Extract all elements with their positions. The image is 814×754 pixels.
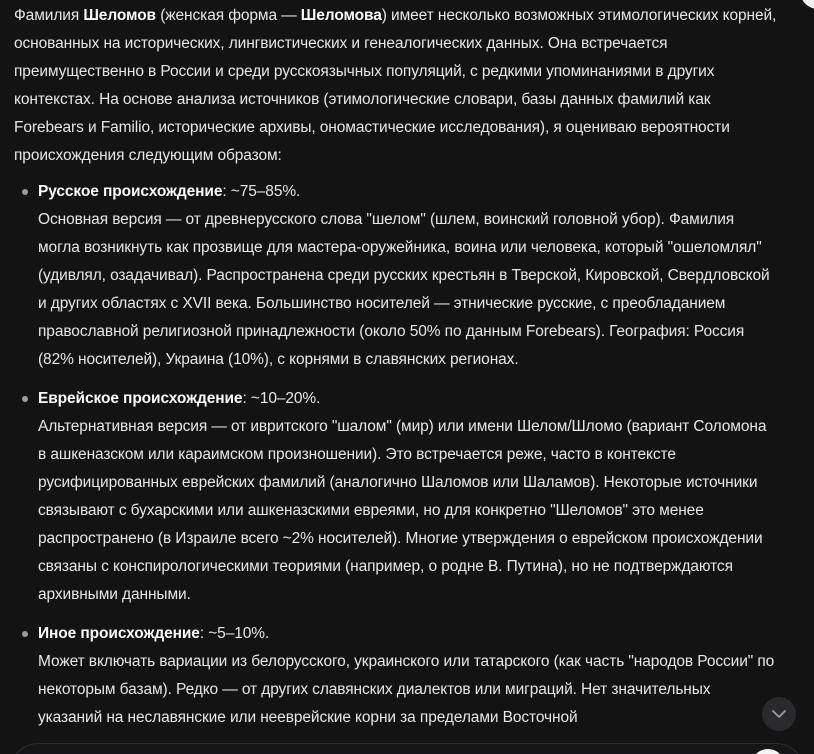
origin-item-other	[14, 620, 778, 732]
origin-heading: Иное происхождение	[38, 625, 200, 642]
intro-text-3: ) имеет несколько возможных этимологических корней, основанных на исторических, лингвистических и генеалогических данных. Она встречается преимущественно в России и среди русскоязычных популяций, с редкими упоминаниями в других контекстах. На основе анализа источников (этимологические словари, базы данных фамилий как Forebears и Familio, исторические архивы, ономастические исследования), я оцениваю вероятности происхождения следующим образом:	[14, 7, 777, 164]
surname-masculine-bold: Шеломов	[83, 7, 156, 24]
surname-feminine-bold: Шеломова	[300, 7, 382, 24]
origin-heading-line	[38, 178, 778, 206]
origin-heading: Еврейское происхождение	[38, 390, 243, 407]
origin-heading: Русское происхождение	[38, 183, 223, 200]
origin-body: Основная версия — от древнерусского слова "шелом" (шлем, воинский головной убор). Фамилия могла возникнуть как прозвище для мастера-оружейника, воина или человека, который "ошеломлял" (удивлял, озадачивал). Распространена среди русских крестьян в Тверской, Кировской, Свердловской и других областях с XVII века. Большинство носителей — этнические русские, с преобладанием православной религиозной принадлежности (около 50% по данным Forebears). География: Россия (82% носителей), Украина (10%), с корнями в славянских регионах.	[38, 211, 770, 368]
origin-probability: : ~10–20%.	[242, 390, 321, 407]
chat-input-box[interactable]	[10, 743, 804, 754]
intro-text-2: (женская форма —	[156, 7, 301, 24]
scroll-to-bottom-button[interactable]	[762, 697, 796, 731]
origin-heading-line	[38, 385, 778, 413]
origin-body: Альтернативная версия — от ивритского "шалом" (мир) или имени Шелом/Шломо (вариант Соломона в ашкеназском или караимском произношении). Это встречается реже, часто в контексте русифицированных еврейских фамилий (аналогично Шаломов или Шаламов). Некоторые источники связывают с бухарскими или ашкеназскими евреями, но для конкретно "Шеломов" это менее распространено (в Израиле всего ~2% носителей). Многие утверждения о еврейском происхождении связаны с конспирологическими теориями (например, о родне В. Путина), но не подтверждаются архивными данными.	[38, 418, 767, 603]
origin-body: Может включать вариации из белорусского, украинского или татарского (как часть "народов России" по некоторым базам). Редко — от других славянских диалектов или миграций. Нет значительных указаний на неславянские или нееврейские корни за пределами Восточной	[38, 653, 775, 726]
origin-item-jewish	[14, 385, 778, 609]
intro-paragraph	[14, 2, 778, 170]
origin-item-russian	[14, 178, 778, 374]
origins-list	[14, 178, 778, 732]
chevron-down-icon	[772, 710, 786, 718]
origin-probability: : ~75–85%.	[222, 183, 301, 200]
origin-heading-line	[38, 620, 778, 648]
intro-text-1: Фамилия	[14, 7, 84, 24]
origin-probability: : ~5–10%.	[199, 625, 270, 642]
send-button[interactable]	[751, 749, 785, 754]
